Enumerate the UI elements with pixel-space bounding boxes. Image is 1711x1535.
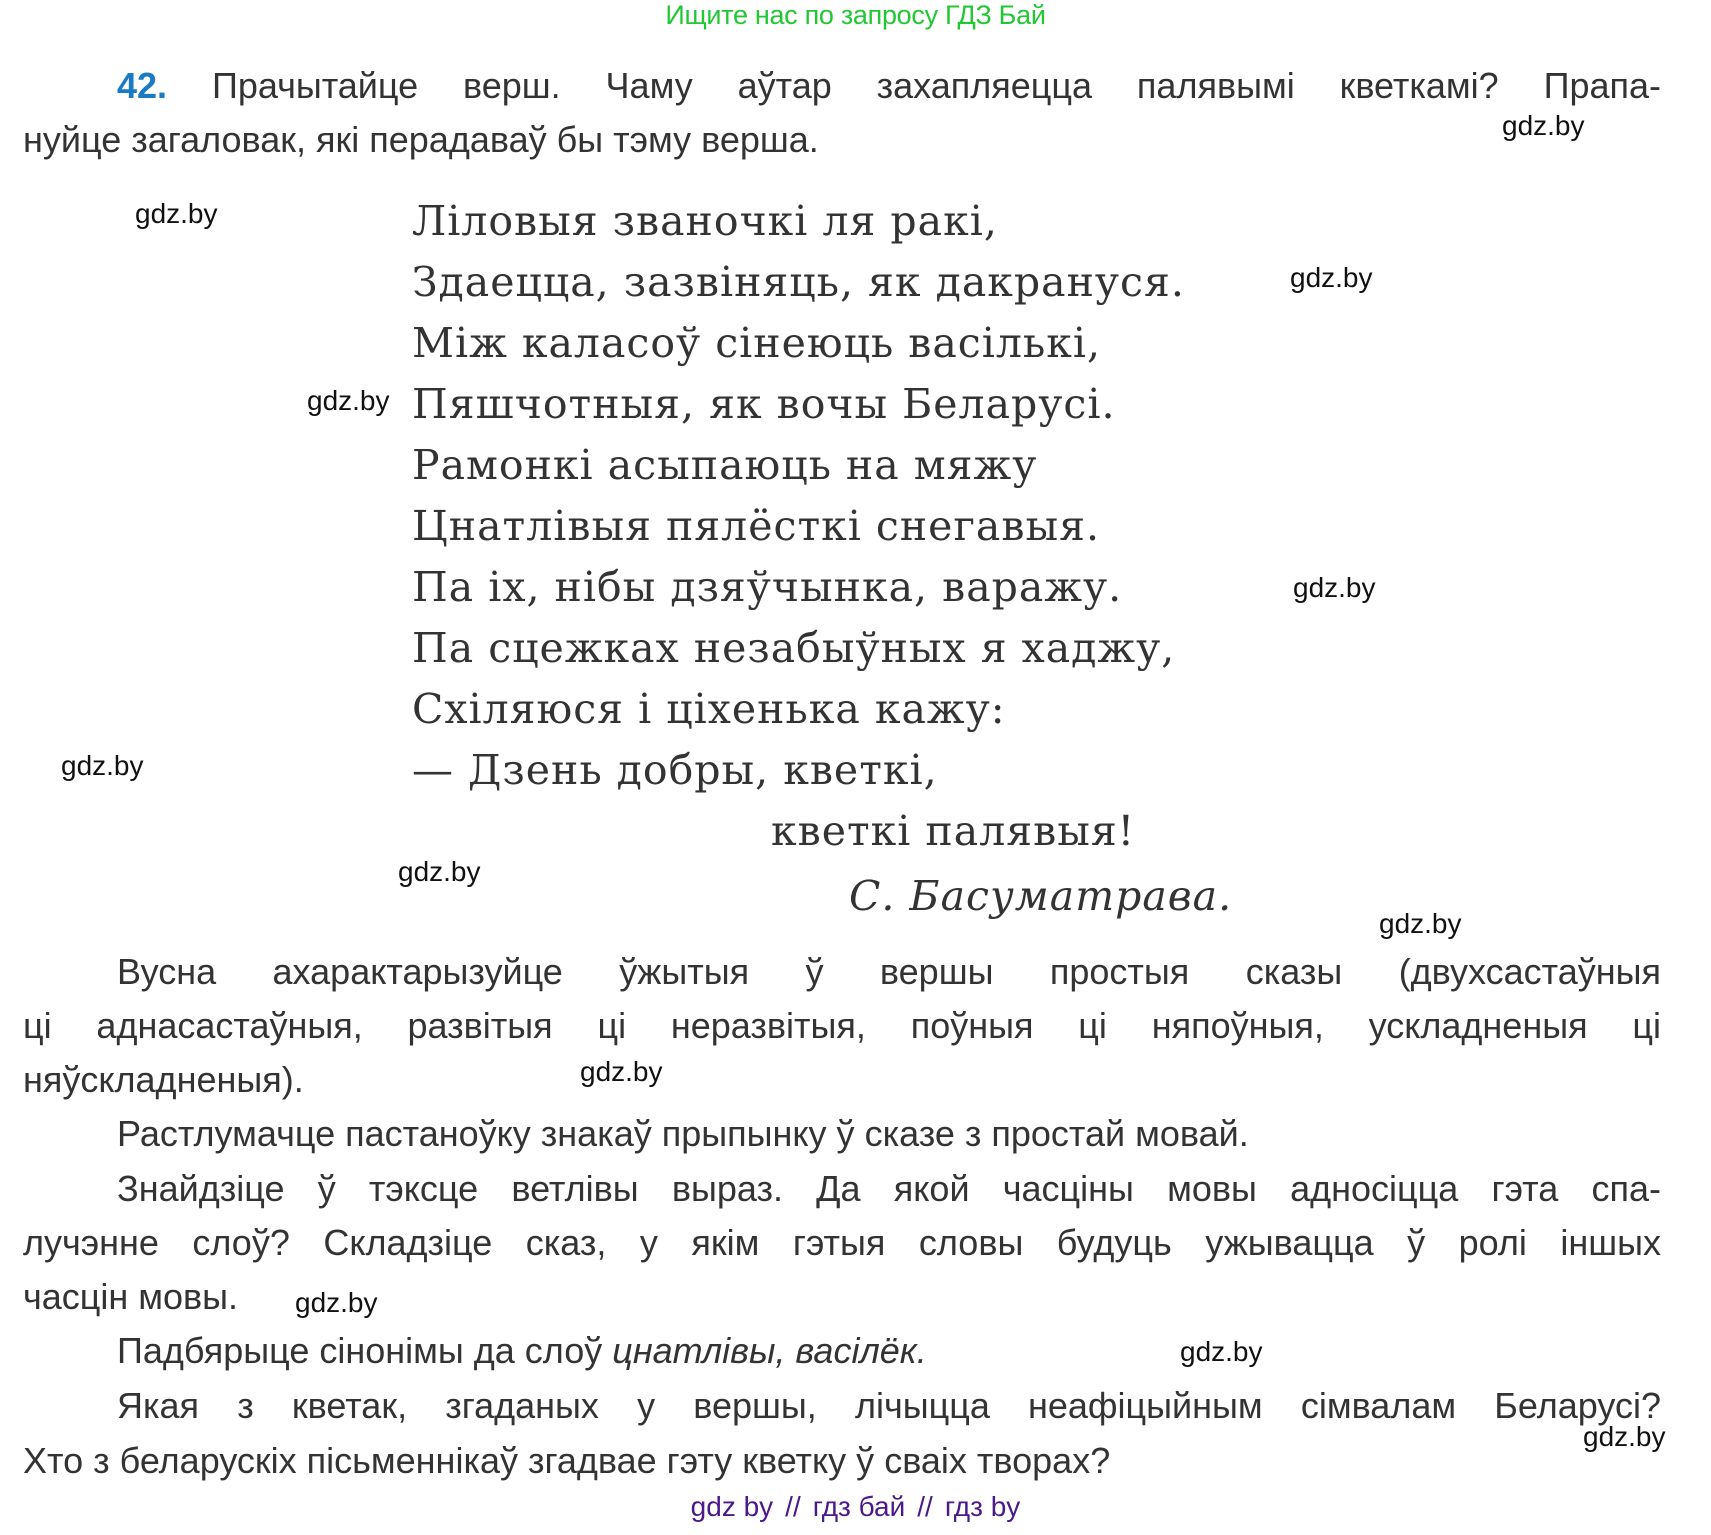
task-heading-line-1: [23, 66, 1661, 106]
poem-author: С. Басуматрава.: [849, 872, 1233, 920]
question-line: Вусна ахарактарызуйце ўжытыя ў вершы простыя сказы (двухсастаўныя: [117, 951, 1661, 992]
question-line: [23, 1331, 1661, 1371]
watermark: gdz.by: [1379, 908, 1462, 939]
watermark: gdz.by: [1180, 1336, 1263, 1367]
footer: [0, 1490, 1711, 1524]
poem-line: Схіляюся і ціхенька кажу:: [412, 685, 1006, 733]
watermark: gdz.by: [398, 856, 481, 887]
question-line: Знайдзіце ў тэксце ветлівы выраз. Да якой часціны мовы адносіцца гэта спа-: [117, 1168, 1661, 1209]
footer-separator: //: [785, 1491, 801, 1522]
footer-link-gdz-bai[interactable]: гдз бай: [812, 1491, 906, 1522]
poem-line: Рамонкі асыпаюць на мяжу: [412, 441, 1038, 489]
footer-separator: //: [917, 1491, 933, 1522]
poem-line: Здаецца, зазвіняць, як дакрануся.: [412, 258, 1185, 306]
watermark: gdz.by: [295, 1287, 378, 1318]
task-number: 42.: [117, 65, 168, 106]
task-heading-line-2: нуйце загаловак, які перадаваў бы тэму верша.: [23, 119, 819, 160]
question-line: Растлумачце пастаноўку знакаў прыпынку ў сказе з простай мовай.: [117, 1113, 1249, 1154]
poem-line: Па сцежках незабыўных я хаджу,: [412, 624, 1176, 672]
watermark: gdz.by: [307, 385, 390, 416]
site-banner: Ищите нас по запросу ГДЗ Бай: [665, 0, 1046, 30]
watermark: gdz.by: [1290, 262, 1373, 293]
poem-line: Цнатлівыя пялёсткі снегавыя.: [412, 502, 1100, 550]
question-text: Падбярыце сінонімы да слоў: [117, 1330, 613, 1371]
question-line: лучэнне слоў? Складзіце сказ, у якім гэтыя словы будуць ужывацца ў ролі іншых: [23, 1222, 1661, 1263]
watermark: gdz.by: [61, 750, 144, 781]
watermark: gdz.by: [580, 1056, 663, 1087]
poem-line: Па іх, нібы дзяўчынка, варажу.: [412, 563, 1123, 611]
footer-link-gdz-by[interactable]: gdz by: [690, 1491, 774, 1522]
poem-line: Пяшчотныя, як вочы Беларусі.: [412, 380, 1116, 428]
question-line: часцін мовы.: [23, 1276, 239, 1317]
watermark: gdz.by: [1583, 1421, 1666, 1452]
watermark: gdz.by: [135, 198, 218, 229]
question-italic-words: цнатлівы, васілёк.: [612, 1330, 927, 1371]
watermark: gdz.by: [1502, 110, 1585, 141]
task-heading-text: Прачытайце верш. Чаму аўтар захапляецца палявымі кветкамі? Прапа-: [211, 65, 1661, 106]
question-line: Якая з кветак, згаданых у вершы, лічыцца неафіцыйным сімвалам Беларусі?: [117, 1385, 1661, 1426]
question-line: няўскладненыя).: [23, 1059, 304, 1100]
poem-line: кветкі палявыя!: [771, 807, 1136, 855]
footer-link-gdz-by-2[interactable]: гдз by: [944, 1491, 1021, 1522]
poem-line: — Дзень добры, кветкі,: [412, 746, 938, 794]
watermark: gdz.by: [1293, 572, 1376, 603]
question-line: ці аднасастаўныя, развітыя ці неразвітыя, поўныя ці няпоўныя, ускладненыя ці: [23, 1005, 1661, 1046]
poem-line: Ліловыя званочкі ля ракі,: [412, 197, 998, 245]
question-line: Хто з беларускіх пісьменнікаў згадвае гэту кветку ў сваіх творах?: [23, 1440, 1111, 1481]
poem-line: Між каласоў сінеюць васількі,: [412, 319, 1102, 367]
